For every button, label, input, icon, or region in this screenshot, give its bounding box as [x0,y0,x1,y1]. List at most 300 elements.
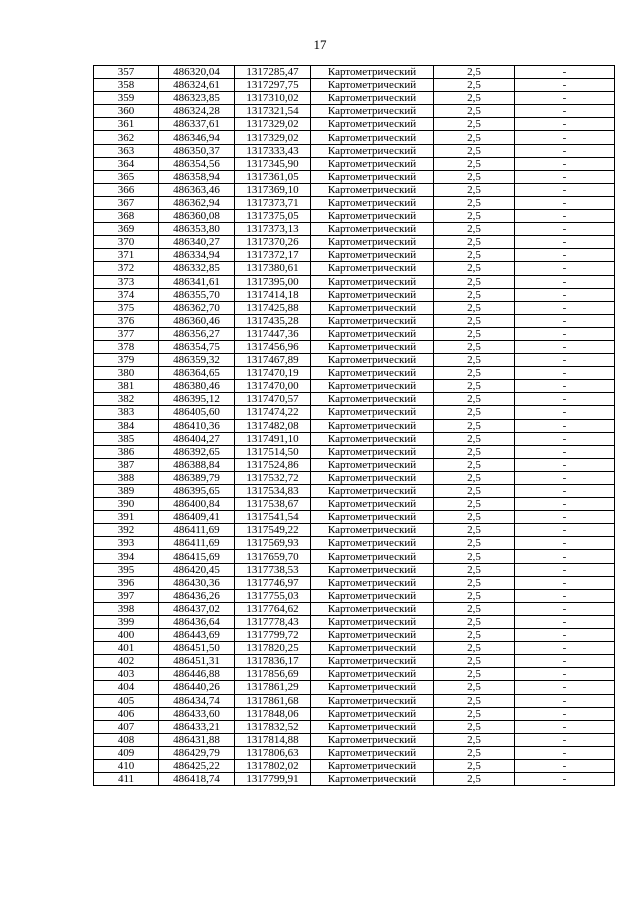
method-cell: Картометрический [311,511,434,524]
point-number-cell: 374 [94,288,159,301]
x-coordinate-cell: 486363,46 [159,183,235,196]
table-row [94,629,615,642]
note-cell: - [515,589,615,602]
note-cell: - [515,354,615,367]
table-row [94,262,615,275]
accuracy-cell: 2,5 [434,773,515,786]
note-cell: - [515,668,615,681]
method-cell: Картометрический [311,157,434,170]
method-cell: Картометрический [311,668,434,681]
point-number-cell: 376 [94,314,159,327]
point-number-cell: 403 [94,668,159,681]
note-cell: - [515,707,615,720]
accuracy-cell: 2,5 [434,759,515,772]
accuracy-cell: 2,5 [434,157,515,170]
accuracy-cell: 2,5 [434,327,515,340]
accuracy-cell: 2,5 [434,524,515,537]
note-cell: - [515,314,615,327]
x-coordinate-cell: 486362,94 [159,196,235,209]
table-row [94,92,615,105]
y-coordinate-cell: 1317329,02 [235,131,311,144]
table-row [94,524,615,537]
note-cell: - [515,340,615,353]
note-cell: - [515,66,615,79]
method-cell: Картометрический [311,196,434,209]
y-coordinate-cell: 1317380,61 [235,262,311,275]
table-row [94,275,615,288]
point-number-cell: 368 [94,210,159,223]
x-coordinate-cell: 486411,69 [159,524,235,537]
method-cell: Картометрический [311,314,434,327]
point-number-cell: 394 [94,550,159,563]
accuracy-cell: 2,5 [434,183,515,196]
method-cell: Картометрический [311,694,434,707]
note-cell: - [515,694,615,707]
note-cell: - [515,144,615,157]
method-cell: Картометрический [311,183,434,196]
note-cell: - [515,655,615,668]
x-coordinate-cell: 486443,69 [159,629,235,642]
accuracy-cell: 2,5 [434,707,515,720]
table-row [94,537,615,550]
point-number-cell: 360 [94,105,159,118]
accuracy-cell: 2,5 [434,301,515,314]
accuracy-cell: 2,5 [434,498,515,511]
point-number-cell: 388 [94,471,159,484]
table-row [94,131,615,144]
table-row [94,563,615,576]
method-cell: Картометрический [311,354,434,367]
point-number-cell: 408 [94,733,159,746]
accuracy-cell: 2,5 [434,249,515,262]
note-cell: - [515,419,615,432]
point-number-cell: 399 [94,615,159,628]
y-coordinate-cell: 1317373,71 [235,196,311,209]
table-row [94,249,615,262]
note-cell: - [515,92,615,105]
table-row [94,288,615,301]
x-coordinate-cell: 486364,65 [159,367,235,380]
table-row [94,445,615,458]
x-coordinate-cell: 486389,79 [159,471,235,484]
method-cell: Картометрический [311,471,434,484]
point-number-cell: 395 [94,563,159,576]
table-row [94,406,615,419]
accuracy-cell: 2,5 [434,445,515,458]
table-row [94,733,615,746]
point-number-cell: 365 [94,170,159,183]
note-cell: - [515,537,615,550]
note-cell: - [515,458,615,471]
table-row [94,707,615,720]
x-coordinate-cell: 486436,26 [159,589,235,602]
y-coordinate-cell: 1317755,03 [235,589,311,602]
accuracy-cell: 2,5 [434,131,515,144]
point-number-cell: 397 [94,589,159,602]
y-coordinate-cell: 1317861,29 [235,681,311,694]
x-coordinate-cell: 486418,74 [159,773,235,786]
table-row [94,144,615,157]
point-number-cell: 406 [94,707,159,720]
method-cell: Картометрический [311,210,434,223]
y-coordinate-cell: 1317832,52 [235,720,311,733]
x-coordinate-cell: 486323,85 [159,92,235,105]
table-row [94,380,615,393]
note-cell: - [515,131,615,144]
note-cell: - [515,406,615,419]
point-number-cell: 382 [94,393,159,406]
table-row [94,223,615,236]
y-coordinate-cell: 1317470,19 [235,367,311,380]
point-number-cell: 387 [94,458,159,471]
point-number-cell: 389 [94,485,159,498]
method-cell: Картометрический [311,92,434,105]
note-cell: - [515,327,615,340]
x-coordinate-cell: 486404,27 [159,432,235,445]
point-number-cell: 369 [94,223,159,236]
x-coordinate-cell: 486433,21 [159,720,235,733]
accuracy-cell: 2,5 [434,642,515,655]
x-coordinate-cell: 486425,22 [159,759,235,772]
table-row [94,393,615,406]
x-coordinate-cell: 486353,80 [159,223,235,236]
accuracy-cell: 2,5 [434,393,515,406]
note-cell: - [515,393,615,406]
table-row [94,157,615,170]
accuracy-cell: 2,5 [434,681,515,694]
table-row [94,773,615,786]
point-number-cell: 381 [94,380,159,393]
method-cell: Картометрический [311,629,434,642]
x-coordinate-cell: 486415,69 [159,550,235,563]
y-coordinate-cell: 1317820,25 [235,642,311,655]
point-number-cell: 402 [94,655,159,668]
point-number-cell: 363 [94,144,159,157]
note-cell: - [515,759,615,772]
y-coordinate-cell: 1317361,05 [235,170,311,183]
point-number-cell: 398 [94,602,159,615]
note-cell: - [515,432,615,445]
method-cell: Картометрический [311,432,434,445]
table-row [94,79,615,92]
point-number-cell: 396 [94,576,159,589]
y-coordinate-cell: 1317369,10 [235,183,311,196]
y-coordinate-cell: 1317321,54 [235,105,311,118]
y-coordinate-cell: 1317856,69 [235,668,311,681]
accuracy-cell: 2,5 [434,458,515,471]
note-cell: - [515,681,615,694]
x-coordinate-cell: 486332,85 [159,262,235,275]
accuracy-cell: 2,5 [434,720,515,733]
x-coordinate-cell: 486354,75 [159,340,235,353]
coordinates-table [93,65,615,786]
table-row [94,66,615,79]
note-cell: - [515,629,615,642]
y-coordinate-cell: 1317569,93 [235,537,311,550]
method-cell: Картометрический [311,406,434,419]
accuracy-cell: 2,5 [434,354,515,367]
accuracy-cell: 2,5 [434,432,515,445]
table-row [94,367,615,380]
y-coordinate-cell: 1317470,57 [235,393,311,406]
point-number-cell: 385 [94,432,159,445]
point-number-cell: 380 [94,367,159,380]
x-coordinate-cell: 486434,74 [159,694,235,707]
accuracy-cell: 2,5 [434,733,515,746]
accuracy-cell: 2,5 [434,380,515,393]
accuracy-cell: 2,5 [434,288,515,301]
point-number-cell: 378 [94,340,159,353]
method-cell: Картометрический [311,131,434,144]
y-coordinate-cell: 1317375,05 [235,210,311,223]
method-cell: Картометрический [311,563,434,576]
x-coordinate-cell: 486340,27 [159,236,235,249]
point-number-cell: 366 [94,183,159,196]
x-coordinate-cell: 486341,61 [159,275,235,288]
accuracy-cell: 2,5 [434,550,515,563]
method-cell: Картометрический [311,733,434,746]
method-cell: Картометрический [311,458,434,471]
point-number-cell: 362 [94,131,159,144]
x-coordinate-cell: 486405,60 [159,406,235,419]
accuracy-cell: 2,5 [434,236,515,249]
note-cell: - [515,733,615,746]
note-cell: - [515,183,615,196]
accuracy-cell: 2,5 [434,79,515,92]
y-coordinate-cell: 1317806,63 [235,746,311,759]
accuracy-cell: 2,5 [434,485,515,498]
note-cell: - [515,223,615,236]
method-cell: Картометрический [311,485,434,498]
method-cell: Картометрический [311,759,434,772]
note-cell: - [515,485,615,498]
method-cell: Картометрический [311,223,434,236]
y-coordinate-cell: 1317836,17 [235,655,311,668]
y-coordinate-cell: 1317333,43 [235,144,311,157]
x-coordinate-cell: 486410,36 [159,419,235,432]
method-cell: Картометрический [311,66,434,79]
accuracy-cell: 2,5 [434,694,515,707]
method-cell: Картометрический [311,393,434,406]
method-cell: Картометрический [311,589,434,602]
point-number-cell: 367 [94,196,159,209]
x-coordinate-cell: 486360,46 [159,314,235,327]
accuracy-cell: 2,5 [434,223,515,236]
method-cell: Картометрический [311,105,434,118]
x-coordinate-cell: 486346,94 [159,131,235,144]
note-cell: - [515,210,615,223]
note-cell: - [515,236,615,249]
table-row [94,314,615,327]
y-coordinate-cell: 1317799,91 [235,773,311,786]
method-cell: Картометрический [311,524,434,537]
table-row [94,615,615,628]
accuracy-cell: 2,5 [434,367,515,380]
point-number-cell: 407 [94,720,159,733]
x-coordinate-cell: 486395,12 [159,393,235,406]
note-cell: - [515,445,615,458]
table-row [94,118,615,131]
point-number-cell: 400 [94,629,159,642]
table-row [94,419,615,432]
method-cell: Картометрический [311,170,434,183]
table-row [94,576,615,589]
y-coordinate-cell: 1317534,83 [235,485,311,498]
accuracy-cell: 2,5 [434,92,515,105]
table-row [94,432,615,445]
point-number-cell: 405 [94,694,159,707]
accuracy-cell: 2,5 [434,668,515,681]
point-number-cell: 357 [94,66,159,79]
y-coordinate-cell: 1317414,18 [235,288,311,301]
method-cell: Картометрический [311,367,434,380]
method-cell: Картометрический [311,118,434,131]
method-cell: Картометрический [311,773,434,786]
method-cell: Картометрический [311,655,434,668]
accuracy-cell: 2,5 [434,746,515,759]
y-coordinate-cell: 1317778,43 [235,615,311,628]
y-coordinate-cell: 1317372,17 [235,249,311,262]
note-cell: - [515,105,615,118]
table-row [94,458,615,471]
method-cell: Картометрический [311,419,434,432]
point-number-cell: 370 [94,236,159,249]
note-cell: - [515,720,615,733]
method-cell: Картометрический [311,236,434,249]
x-coordinate-cell: 486451,50 [159,642,235,655]
x-coordinate-cell: 486358,94 [159,170,235,183]
page-number: 17 [313,37,327,52]
point-number-cell: 392 [94,524,159,537]
y-coordinate-cell: 1317746,97 [235,576,311,589]
accuracy-cell: 2,5 [434,615,515,628]
note-cell: - [515,157,615,170]
y-coordinate-cell: 1317861,68 [235,694,311,707]
y-coordinate-cell: 1317549,22 [235,524,311,537]
x-coordinate-cell: 486451,31 [159,655,235,668]
note-cell: - [515,288,615,301]
method-cell: Картометрический [311,262,434,275]
point-number-cell: 371 [94,249,159,262]
note-cell: - [515,498,615,511]
y-coordinate-cell: 1317764,62 [235,602,311,615]
method-cell: Картометрический [311,288,434,301]
note-cell: - [515,576,615,589]
accuracy-cell: 2,5 [434,340,515,353]
table-row [94,642,615,655]
method-cell: Картометрический [311,275,434,288]
y-coordinate-cell: 1317297,75 [235,79,311,92]
point-number-cell: 404 [94,681,159,694]
note-cell: - [515,511,615,524]
method-cell: Картометрический [311,498,434,511]
method-cell: Картометрический [311,746,434,759]
note-cell: - [515,196,615,209]
table-row [94,301,615,314]
table-row [94,655,615,668]
y-coordinate-cell: 1317541,54 [235,511,311,524]
y-coordinate-cell: 1317395,00 [235,275,311,288]
note-cell: - [515,602,615,615]
y-coordinate-cell: 1317738,53 [235,563,311,576]
method-cell: Картометрический [311,445,434,458]
table-row [94,720,615,733]
method-cell: Картометрический [311,720,434,733]
x-coordinate-cell: 486433,60 [159,707,235,720]
table-row [94,550,615,563]
x-coordinate-cell: 486392,65 [159,445,235,458]
table-row [94,498,615,511]
accuracy-cell: 2,5 [434,118,515,131]
x-coordinate-cell: 486380,46 [159,380,235,393]
x-coordinate-cell: 486320,04 [159,66,235,79]
method-cell: Картометрический [311,576,434,589]
point-number-cell: 377 [94,327,159,340]
x-coordinate-cell: 486359,32 [159,354,235,367]
accuracy-cell: 2,5 [434,537,515,550]
point-number-cell: 359 [94,92,159,105]
y-coordinate-cell: 1317373,13 [235,223,311,236]
y-coordinate-cell: 1317474,22 [235,406,311,419]
point-number-cell: 393 [94,537,159,550]
method-cell: Картометрический [311,340,434,353]
x-coordinate-cell: 486429,79 [159,746,235,759]
table-row [94,354,615,367]
x-coordinate-cell: 486436,64 [159,615,235,628]
accuracy-cell: 2,5 [434,210,515,223]
accuracy-cell: 2,5 [434,471,515,484]
x-coordinate-cell: 486360,08 [159,210,235,223]
accuracy-cell: 2,5 [434,196,515,209]
accuracy-cell: 2,5 [434,602,515,615]
table-row [94,746,615,759]
note-cell: - [515,550,615,563]
accuracy-cell: 2,5 [434,576,515,589]
note-cell: - [515,773,615,786]
x-coordinate-cell: 486334,94 [159,249,235,262]
note-cell: - [515,642,615,655]
point-number-cell: 373 [94,275,159,288]
point-number-cell: 372 [94,262,159,275]
x-coordinate-cell: 486355,70 [159,288,235,301]
point-number-cell: 384 [94,419,159,432]
x-coordinate-cell: 486324,61 [159,79,235,92]
y-coordinate-cell: 1317514,50 [235,445,311,458]
y-coordinate-cell: 1317425,88 [235,301,311,314]
table-row [94,183,615,196]
point-number-cell: 409 [94,746,159,759]
x-coordinate-cell: 486446,88 [159,668,235,681]
y-coordinate-cell: 1317482,08 [235,419,311,432]
accuracy-cell: 2,5 [434,314,515,327]
x-coordinate-cell: 486430,36 [159,576,235,589]
x-coordinate-cell: 486362,70 [159,301,235,314]
accuracy-cell: 2,5 [434,144,515,157]
accuracy-cell: 2,5 [434,419,515,432]
note-cell: - [515,249,615,262]
table-row [94,170,615,183]
y-coordinate-cell: 1317532,72 [235,471,311,484]
y-coordinate-cell: 1317467,89 [235,354,311,367]
note-cell: - [515,301,615,314]
accuracy-cell: 2,5 [434,563,515,576]
point-number-cell: 375 [94,301,159,314]
x-coordinate-cell: 486354,56 [159,157,235,170]
table-row [94,236,615,249]
y-coordinate-cell: 1317491,10 [235,432,311,445]
table-row [94,485,615,498]
method-cell: Картометрический [311,79,434,92]
